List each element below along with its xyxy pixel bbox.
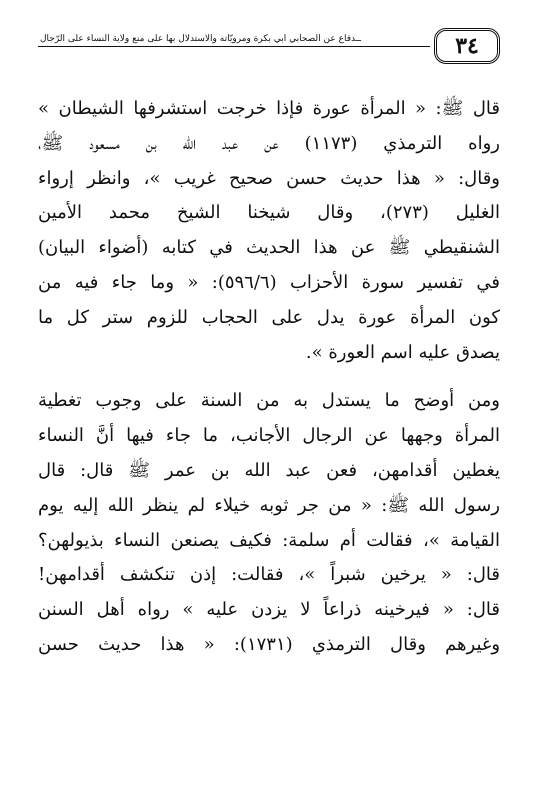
page-number: ٣٤ (434, 28, 500, 64)
text-line: كون المرأة عورة يدل على الحجاب للزوم ستر كل ما (38, 306, 500, 328)
body-text (38, 92, 500, 663)
text-line: الشنقيطي ﷺ عن هذا الحديث في كتابه (أضواء البيان) (38, 237, 500, 259)
running-title: ــدفاع عن الصحابي أبي بكرة ومرويّاته والاستدلال بها على منع ولاية النساء على الرّجال (40, 34, 362, 44)
paragraph-1 (38, 92, 500, 370)
header-rule (38, 46, 430, 47)
text-line: الغليل (٢٧٣)، وقال شيخنا الشيخ محمد الأمين (38, 202, 500, 224)
text-line: وقال: « هذا حديث حسن صحيح غريب »، وانظر إرواء (38, 167, 500, 189)
text-line: في تفسير سورة الأحزاب (٥٩٦/٦): « وما جاء فيه من (38, 271, 500, 293)
text-line: ومن أوضح ما يستدل به من السنة على وجوب تغطية (38, 390, 500, 412)
text-line: وغيرهم وقال الترمذي (١٧٣١): « هذا حديث حسن (38, 633, 501, 655)
text-line: قال: « فيرخينه ذراعاً لا يزدن عليه » رواه أهل السنن (38, 599, 500, 621)
text-line: قال: « يرخين شبراً »، فقالت: إذن تنكشف أقدامهن! (38, 564, 500, 586)
text-line: القيامة »، فقالت أم سلمة: فكيف يصنعن النساء بذيولهن؟ (38, 529, 500, 551)
text-line: رواه الترمذي (١١٧٣) عن عبد الله بن مسعود ﷺ، (38, 132, 500, 154)
paragraph-2 (38, 384, 500, 662)
text-line: المرأة وجهها عن الرجال الأجانب، ما جاء فيها أنَّ النساء (38, 425, 500, 447)
text-line: يصدق عليه اسم العورة ». (305, 341, 500, 363)
text-line: رسول الله ﷺ: « من جر ثوبه خيلاء لم ينظر الله إليه يوم (38, 494, 500, 516)
text-line: قال ﷺ: « المرأة عورة فإذا خرجت استشرفها الشيطان » (38, 98, 500, 119)
text-line: يغطين أقدامهن، فعن عبد الله بن عمر ﷺ قال: قال (38, 459, 500, 481)
page-header (38, 28, 500, 68)
